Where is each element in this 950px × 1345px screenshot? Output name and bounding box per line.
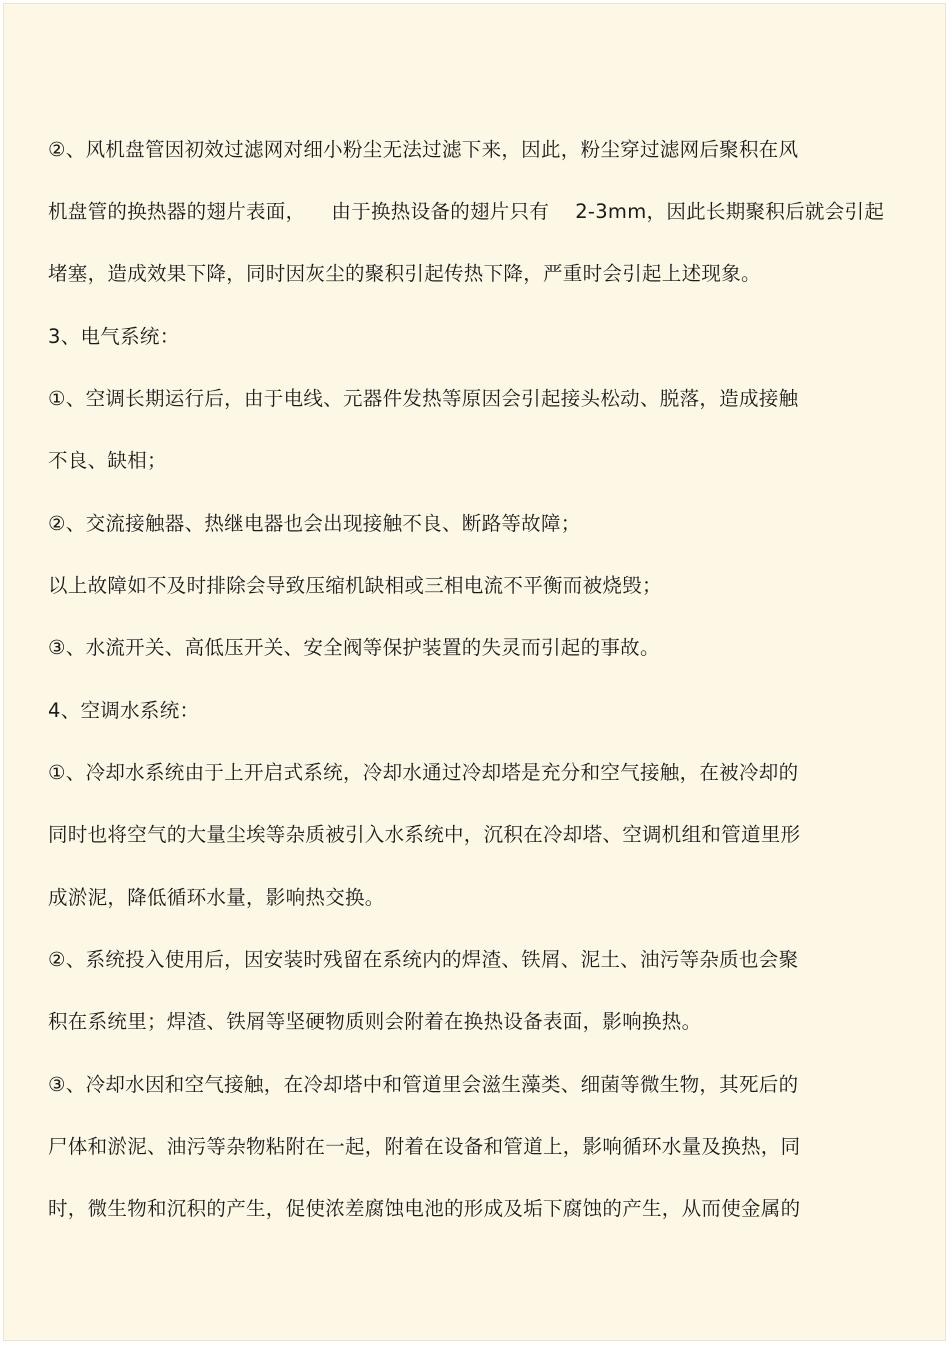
paragraph-line: 积在系统里；焊渣、铁屑等坚硬物质则会附着在换热设备表面，影响换热。 [48,1010,702,1033]
paragraph-line: ②、交流接触器、热继电器也会出现接触不良、断路等故障； [48,512,581,535]
paragraph-line: 不良、缺相； [48,449,167,472]
paragraph-line: 机盘管的换热器的翅片表面， 由于换热设备的翅片只有 2-3mm，因此长期聚积后就会引起 [48,200,885,223]
paragraph-line: ②、系统投入使用后，因安装时残留在系统内的焊渣、铁屑、泥土、油污等杂质也会聚 [48,948,799,971]
document-page [3,3,946,1341]
paragraph-line: 以上故障如不及时排除会导致压缩机缺相或三相电流不平衡而被烧毁； [48,574,662,597]
paragraph-line: 成淤泥，降低循环水量，影响热交换。 [48,886,385,909]
paragraph-line: ①、冷却水系统由于上开启式系统，冷却水通过冷却塔是充分和空气接触，在被冷却的 [48,761,799,784]
paragraph-line: 堵塞，造成效果下降，同时因灰尘的聚积引起传热下降，严重时会引起上述现象。 [48,262,761,285]
paragraph-line: 同时也将空气的大量尘埃等杂质被引入水系统中，沉积在冷却塔、空调机组和管道里形 [48,823,801,846]
paragraph-line: ①、空调长期运行后，由于电线、元器件发热等原因会引起接头松动、脱落，造成接触 [48,387,799,410]
paragraph-line: 时，微生物和沉积的产生，促使浓差腐蚀电池的形成及垢下腐蚀的产生，从而使金属的 [48,1197,801,1220]
paragraph-line: ③、水流开关、高低压开关、安全阀等保护装置的失灵而引起的事故。 [48,636,660,659]
section-heading: 4、空调水系统： [48,699,200,722]
paragraph-line: 尸体和淤泥、油污等杂物粘附在一起，附着在设备和管道上，影响循环水量及换热，同 [48,1135,801,1158]
paragraph-line: ②、风机盘管因初效过滤网对细小粉尘无法过滤下来，因此，粉尘穿过滤网后聚积在风 [48,138,799,161]
section-heading: 3、电气系统： [48,325,180,348]
paragraph-line: ③、冷却水因和空气接触，在冷却塔中和管道里会滋生藻类、细菌等微生物，其死后的 [48,1073,799,1096]
